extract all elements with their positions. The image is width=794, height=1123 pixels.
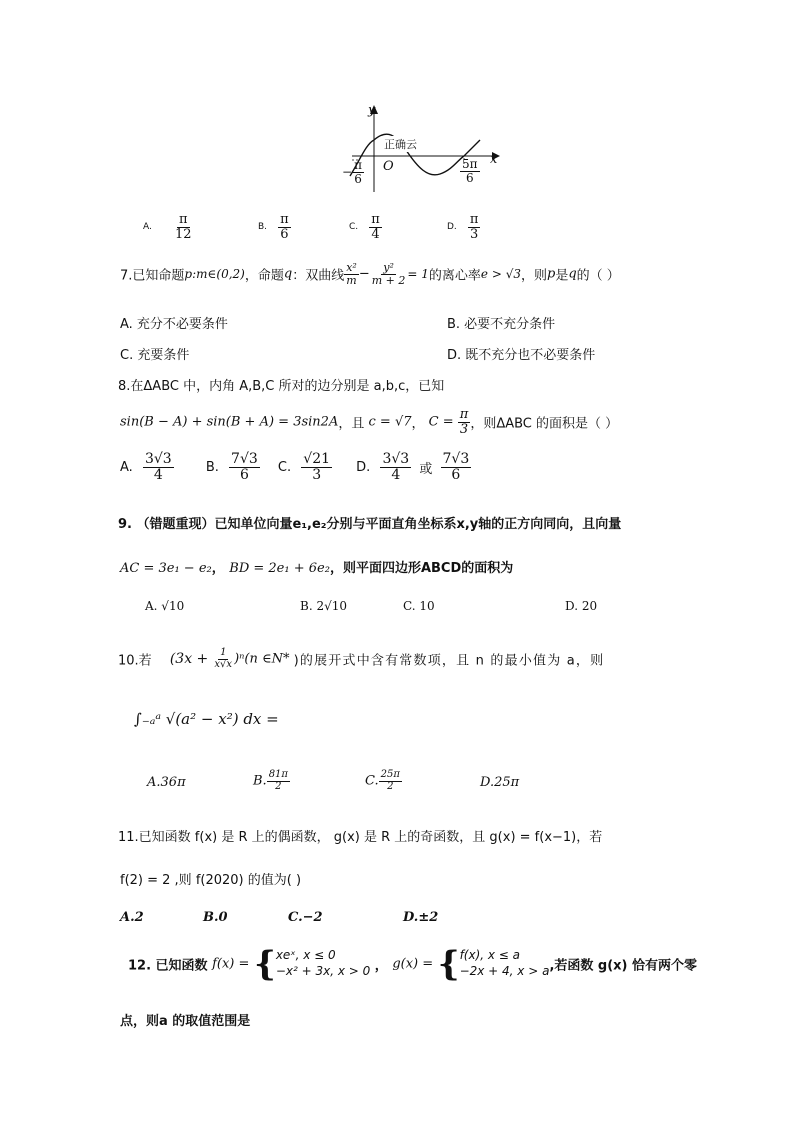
tick-left: − $\frac{\pi}{6}$ — [342, 158, 362, 186]
q11-option-c[interactable]: C.−2 — [288, 910, 323, 925]
q8-option-a[interactable]: A. $\frac{3√3}{4}$ — [120, 451, 172, 483]
f-brace: { — [253, 944, 276, 984]
tick-right: $\frac{5\pi}{6}$ — [462, 157, 478, 185]
q9-line2: AC = 3e₁ − e₂， BD = 2e₁ + 6e₂，则平面四边形ABCD的面积为 — [120, 561, 514, 576]
q11-option-a[interactable]: A.2 — [120, 910, 144, 925]
q9-option-c[interactable]: C. 10 — [403, 599, 435, 613]
q7-option-a[interactable]: A. 充分不必要条件 — [120, 317, 228, 332]
q8-line1: 8.在ΔABC 中，内角 A,B,C 所对的边分别是 a,b,c，已知 — [118, 379, 445, 394]
q10-option-d[interactable]: D.25π — [480, 775, 520, 790]
q8-line2: sin(B − A) + sin(B + A) = 3sin2A，且 c = √7， C = $\frac{\pi}{3}$ ，则ΔABC 的面积是（ ） — [120, 407, 619, 437]
q9-option-d[interactable]: D. 20 — [565, 599, 598, 613]
q12-line2: 点，则a 的取值范围是 — [120, 1014, 251, 1029]
q7-option-c[interactable]: C. 充要条件 — [120, 348, 190, 363]
origin-label: O — [383, 159, 394, 174]
q10-option-a[interactable]: A.36π — [147, 775, 186, 790]
q9-option-a[interactable]: A. √10 — [145, 599, 185, 613]
q8-options — [120, 452, 471, 482]
q7-option-b[interactable]: B. 必要不充分条件 — [447, 317, 556, 332]
watermark: 正确云 — [384, 138, 417, 151]
q10-option-b[interactable]: B. $\frac{81\pi}{2}$ — [253, 769, 288, 792]
q6-option-d[interactable]: D. $\frac{\pi}{3}$ — [447, 212, 479, 242]
q11-option-b[interactable]: B.0 — [203, 910, 228, 925]
q10-integral: ∫₋ₐᵃ √(a² − x²) dx = — [134, 710, 279, 728]
q7-option-d[interactable]: D. 既不充分也不必要条件 — [447, 348, 596, 363]
q8-option-d[interactable]: D. $\frac{3√3}{4}$ 或 $\frac{7√3}{6}$ — [356, 451, 470, 483]
x-axis-label: x — [490, 152, 498, 167]
sine-graph — [340, 100, 510, 195]
q6-option-b[interactable]: B. $\frac{\pi}{6}$ — [258, 212, 289, 242]
q9-line1: 9. （错题重现）已知单位向量e₁,e₂分别与平面直角坐标系x,y轴的正方向同向，且向量 — [118, 517, 622, 532]
q10-option-c[interactable]: C. $\frac{25\pi}{2}$ — [365, 769, 400, 792]
q8-option-c[interactable]: C. $\frac{√21}{3}$ — [277, 451, 331, 483]
q11-line2: f(2) = 2 ,则 f(2020) 的值为( ) — [120, 873, 302, 888]
q12-stem: 12. 已知函数 f(x) = { xeˣ, x ≤ 0 −x² + 3x, x > 0 ， g(x) = { f(x), x ≤ a −2x + 4, x > a ,若函数 g(x) 恰有两个零 — [128, 944, 698, 984]
q10-stem: 10.若 (3x + $\frac{1}{x√x}$ )ⁿ(n ∈N* )的展开式中含有常数项，且 n 的最小值为 a，则 — [118, 647, 605, 670]
q7-stem: 7.已知命题p:m∈(0,2)，命题q：双曲线 $\frac{\text{x²}}{m}$ − $\frac{\text{y²}}{m + 2}$ = 1的离心率e > √3，则p是q的（ ） — [120, 261, 620, 287]
q6-option-c[interactable]: C. $\frac{\pi}{4}$ — [349, 212, 380, 242]
q9-option-b[interactable]: B. 2√10 — [300, 599, 347, 613]
q6-option-a[interactable]: A. $\frac{\pi}{12}$ — [143, 212, 192, 242]
q11-option-d[interactable]: D.±2 — [403, 910, 439, 925]
g-brace: { — [437, 944, 460, 984]
q11-line1: 11.已知函数 f(x) 是 R 上的偶函数， g(x) 是 R 上的奇函数，且 g(x) = f(x−1)，若 — [118, 830, 603, 845]
y-axis-label: y — [368, 103, 376, 118]
q8-option-b[interactable]: B. $\frac{7√3}{6}$ — [205, 451, 258, 483]
